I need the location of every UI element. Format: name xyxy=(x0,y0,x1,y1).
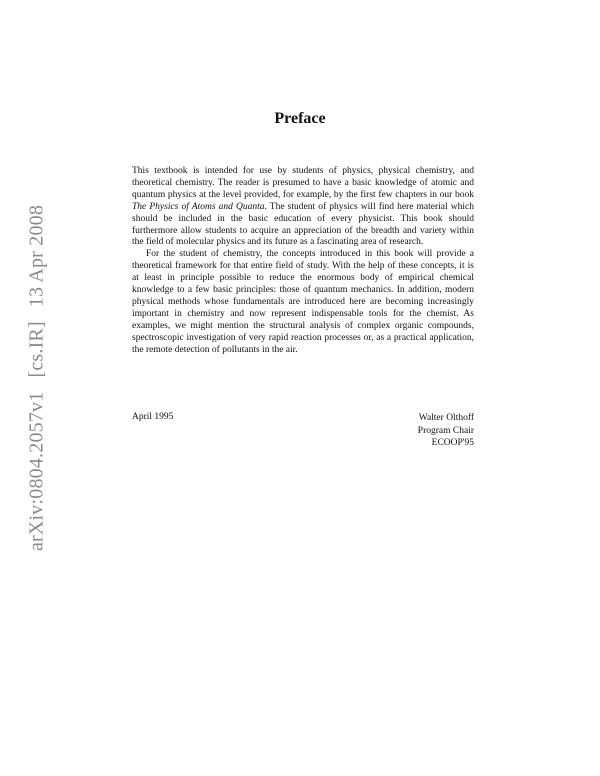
paragraph-1 xyxy=(132,166,474,249)
page-title: Preface xyxy=(274,110,326,127)
paragraph-1-start: This textbook is intended for use by students of physics, physical chemistry, and theoretical chemistry. The reader is presumed to have a basic knowledge of atomic and quantum physics at the level provided, for example, by the first few chapters in our book xyxy=(132,166,474,200)
signature-block xyxy=(418,412,474,450)
arxiv-identifier-stamp xyxy=(26,205,49,551)
paragraph-1-end: . The student of physics will find here material which should be included in the basic education of every physicist. This book should furthermore allow students to acquire an appreciation of the breadth and variety within the field of molecular physics and its future as a fascinating area of research. xyxy=(132,201,474,248)
arxiv-category: [cs.IR] xyxy=(25,321,48,378)
arxiv-id: arXiv:0804.2057v1 xyxy=(25,391,48,552)
preface-body xyxy=(132,166,474,357)
signature-org: ECOOP'95 xyxy=(431,438,474,448)
book-title-reference: The Physics of Atoms and Quanta xyxy=(132,201,265,212)
paragraph-2: For the student of chemistry, the concepts introduced in this book will provide a theoretical framework for that entire field of study. With the help of these concepts, it is at least in principle possible to reduce the enormous body of empirical chemical knowledge to a few basic principles: those of quantum mechanics. In addition, modern physical methods whose fundamentals are introduced here are becoming increasingly important in chemistry and now represent indispensable tools for the chemist. As examples, we might mention the structural analysis of complex organic compounds, spectroscopic investigation of very rapid reaction processes or, as a practical application, the remote detection of pollutants in the air. xyxy=(132,249,474,355)
arxiv-date: 13 Apr 2008 xyxy=(25,204,48,308)
signature-role: Program Chair xyxy=(417,425,474,436)
preface-date: April 1995 xyxy=(132,412,174,422)
signature-name: Walter Olthoff xyxy=(418,413,474,423)
